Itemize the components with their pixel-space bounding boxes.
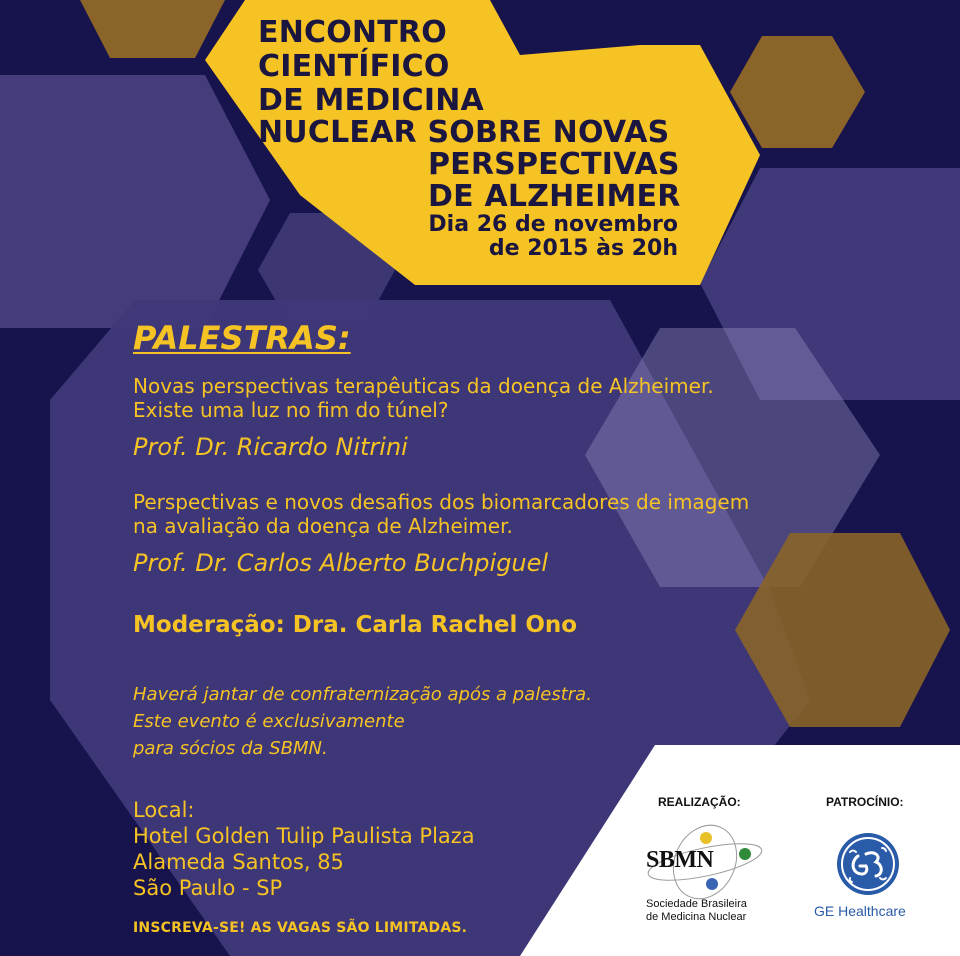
realizacao-label: REALIZAÇÃO: (658, 795, 741, 809)
ge-healthcare-text: GE Healthcare (814, 903, 906, 919)
note-line: para sócios da SBMN. (133, 738, 328, 759)
event-date-line: Dia 26 de novembro (428, 212, 678, 237)
event-title-line: DE MEDICINA (258, 83, 484, 118)
talk-title-line: Existe uma luz no fim do túnel? (133, 398, 449, 422)
location-line: Hotel Golden Tulip Paulista Plaza (133, 824, 475, 848)
location-line: São Paulo - SP (133, 876, 283, 900)
hexagon-shape (80, 0, 225, 58)
registration-cta: INSCREVA-SE! AS VAGAS SÃO LIMITADAS. (133, 920, 468, 936)
talk-title-line: Perspectivas e novos desafios dos biomarcadores de imagem (133, 490, 750, 514)
note-line: Haverá jantar de confraternização após a palestra. (133, 684, 592, 705)
talk-speaker: Prof. Dr. Carlos Alberto Buchpiguel (133, 549, 549, 577)
moderation: Moderação: Dra. Carla Rachel Ono (133, 612, 578, 638)
event-title-line: DE ALZHEIMER (428, 179, 681, 214)
talk-title-line: na avaliação da doença de Alzheimer. (133, 514, 513, 538)
sbmn-full-name-line: de Medicina Nuclear (646, 911, 747, 923)
event-title-line: ENCONTRO (258, 15, 447, 50)
sbmn-full-name-line: Sociedade Brasileira (646, 898, 747, 910)
event-title-line: PERSPECTIVAS (428, 147, 680, 182)
patrocinio-label: PATROCÍNIO: (826, 795, 904, 809)
note-line: Este evento é exclusivamente (133, 711, 405, 732)
location-label: Local: (133, 798, 195, 822)
event-title-line: NUCLEAR SOBRE NOVAS (258, 115, 670, 150)
sbmn-logo-text: SBMN (646, 847, 714, 873)
event-title-line: CIENTÍFICO (258, 49, 450, 84)
hexagon-shape (730, 36, 865, 148)
talk-speaker: Prof. Dr. Ricardo Nitrini (133, 433, 408, 461)
talk-title-line: Novas perspectivas terapêuticas da doença de Alzheimer. (133, 374, 714, 398)
ge-monogram-logo (836, 832, 900, 896)
hexagon-shape (0, 75, 270, 328)
location-line: Alameda Santos, 85 (133, 850, 344, 874)
program-heading: PALESTRAS: (133, 319, 351, 357)
event-date-line: de 2015 às 20h (488, 236, 678, 261)
